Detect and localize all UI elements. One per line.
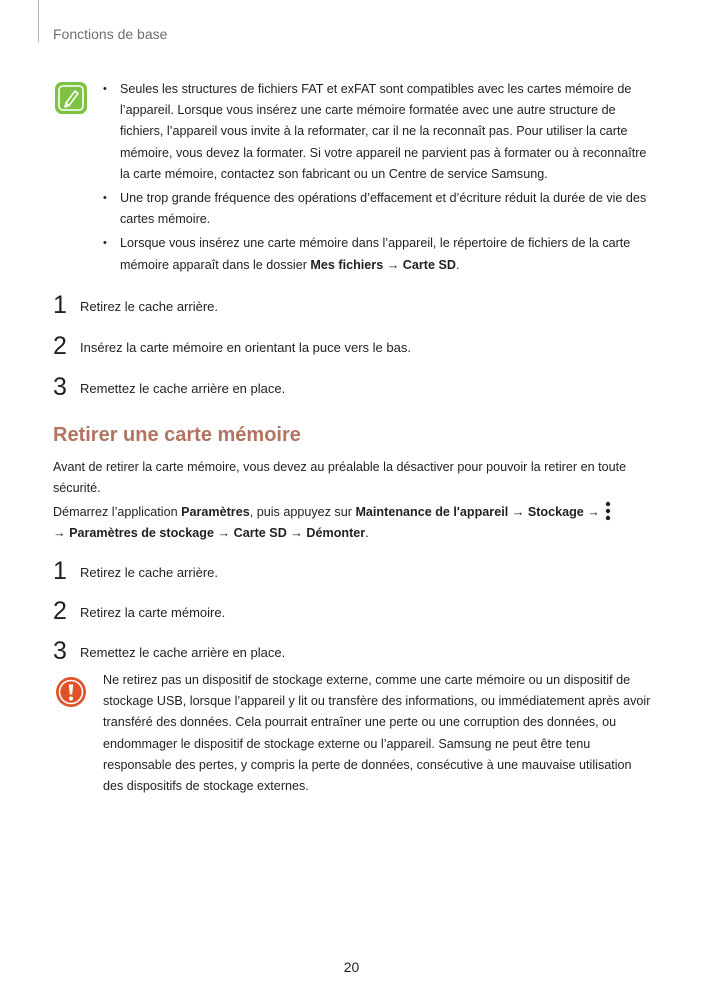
- step-text: Remettez le cache arrière en place.: [80, 645, 286, 660]
- section-title: Retirer une carte mémoire: [53, 424, 301, 446]
- settings-path-paragraph: Démarrez l’application Paramètres, puis appuyez sur Maintenance de l'appareil → Stockage → → Paramètres de stockage → Carte SD → Démonter.: [53, 501, 653, 544]
- warning-text: Ne retirez pas un dispositif de stockage externe, comme une carte mémoire ou un dispositif de stockage USB, lorsque l’appareil y lit ou transfère des informations, ou immédiatement après avoir transféré des données. Cela pourrait entraîner une perte ou une corruption des données, ou endommager le dispositif de stockage externe ou l’appareil. Samsung ne peut être tenu responsable des pertes, y compris la perte de données, consécutive à une mauvaise utilisation des dispositifs de stockage externes.: [103, 673, 651, 794]
- note-bullet: • Une trop grande fréquence des opérations d’effacement et d’écriture réduit la durée de vie des cartes mémoire.: [103, 191, 647, 227]
- sd-card-label: Carte SD: [402, 257, 456, 272]
- step-number: 2: [53, 597, 67, 625]
- page-number: 20: [343, 959, 360, 975]
- step-text: Remettez le cache arrière en place.: [80, 381, 286, 396]
- insert-step-3: [53, 373, 653, 403]
- note-bullet-list: [103, 79, 648, 279]
- note-bullet: • Lorsque vous insérez une carte mémoire dans l’appareil, le répertoire de fichiers de la carte mémoire apparaît dans le dossier Mes fichiers → Carte SD.: [103, 236, 631, 272]
- menu-item: Maintenance de l'appareil: [355, 505, 509, 519]
- step-number: 1: [53, 291, 67, 319]
- folder-name: Mes fichiers: [310, 257, 384, 272]
- note-pencil-icon: [55, 82, 87, 114]
- step-number: 1: [53, 557, 67, 585]
- insert-step-2: [53, 332, 653, 362]
- menu-item: Carte SD: [233, 526, 287, 540]
- more-options-icon: [604, 501, 612, 521]
- intro-paragraph: Avant de retirer la carte mémoire, vous devez au préalable la désactiver pour pouvoir la retirer en toute sécurité.: [53, 460, 627, 495]
- step-number: 3: [53, 373, 67, 401]
- step-text: Retirez la carte mémoire.: [80, 605, 226, 620]
- note-bullet: • Seules les structures de fichiers FAT et exFAT sont compatibles avec les cartes mémoire de l’appareil. Lorsque vous insérez une carte mémoire formatée avec une autre structure de fichiers, l’appareil vous invite à la reformater, car il ne la reconnaît pas. Pour utiliser la carte mémoire, vous devez la formater. Si votre appareil ne parvient pas à formater ou à reconnaître la carte mémoire, contactez son fabricant ou un Centre de service Samsung.: [103, 82, 647, 181]
- menu-item: Paramètres de stockage: [69, 526, 215, 540]
- remove-step-2: [53, 597, 653, 627]
- remove-step-3: [53, 637, 653, 667]
- menu-item: Démonter: [306, 526, 366, 540]
- warning-exclamation-icon: [55, 676, 87, 708]
- step-text: Retirez le cache arrière.: [80, 299, 218, 314]
- step-text: Insérez la carte mémoire en orientant la puce vers le bas.: [80, 340, 411, 355]
- page-header-title: Fonctions de base: [53, 26, 168, 42]
- header-rule: [38, 0, 39, 42]
- remove-step-1: [53, 557, 653, 587]
- insert-step-1: [53, 291, 653, 321]
- step-number: 3: [53, 637, 67, 665]
- settings-app-name: Paramètres: [181, 505, 250, 519]
- menu-item: Stockage: [527, 505, 584, 519]
- step-number: 2: [53, 332, 67, 360]
- step-text: Retirez le cache arrière.: [80, 565, 218, 580]
